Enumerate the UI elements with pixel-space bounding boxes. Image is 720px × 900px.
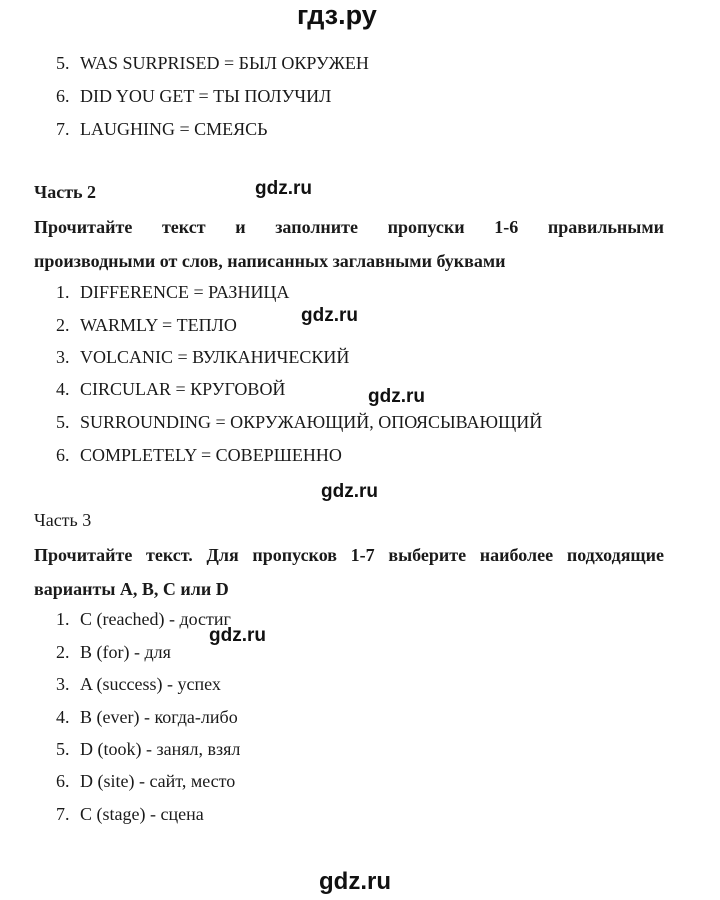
item-number: 6. bbox=[56, 445, 70, 465]
list-item bbox=[56, 85, 331, 107]
item-number: 7. bbox=[56, 119, 70, 139]
list-item bbox=[56, 738, 240, 760]
watermark: gdz.ru bbox=[301, 305, 358, 326]
list-item bbox=[56, 346, 349, 368]
site-watermark-header: гдз.ру bbox=[297, 0, 377, 30]
item-number: 1. bbox=[56, 282, 70, 302]
item-text: COMPLETELY = СОВЕРШЕННО bbox=[80, 445, 342, 465]
item-text: WARMLY = ТЕПЛО bbox=[80, 315, 237, 335]
section-title-part-2: Часть 2 bbox=[34, 182, 97, 202]
watermark: gdz.ru bbox=[368, 386, 425, 407]
item-number: 6. bbox=[56, 771, 70, 791]
list-item bbox=[56, 378, 285, 400]
item-number: 5. bbox=[56, 53, 70, 73]
list-item bbox=[56, 706, 238, 728]
list-item bbox=[56, 444, 342, 466]
item-text: VOLCANIC = ВУЛКАНИЧЕСКИЙ bbox=[80, 347, 350, 367]
item-number: 2. bbox=[56, 642, 70, 662]
item-number: 4. bbox=[56, 707, 70, 727]
list-item bbox=[56, 803, 204, 825]
item-text: D (site) - сайт, место bbox=[80, 771, 236, 791]
task-line: производными от слов, написанных заглавными буквами bbox=[34, 251, 506, 271]
item-number: 6. bbox=[56, 86, 70, 106]
item-text: WAS SURPRISED = БЫЛ ОКРУЖЕН bbox=[80, 53, 369, 73]
item-text: B (for) - для bbox=[80, 642, 171, 662]
item-number: 5. bbox=[56, 739, 70, 759]
item-number: 4. bbox=[56, 379, 70, 399]
item-text: D (took) - занял, взял bbox=[80, 739, 241, 759]
list-item bbox=[56, 118, 268, 140]
item-text: C (reached) - достиг bbox=[80, 609, 231, 629]
item-number: 3. bbox=[56, 674, 70, 694]
item-text: A (success) - успех bbox=[80, 674, 221, 694]
item-number: 2. bbox=[56, 315, 70, 335]
item-text: DID YOU GET = ТЫ ПОЛУЧИЛ bbox=[80, 86, 332, 106]
section-title-part-3: Часть 3 bbox=[34, 510, 92, 530]
list-item bbox=[56, 52, 369, 74]
item-number: 5. bbox=[56, 412, 70, 432]
watermark: gdz.ru bbox=[321, 481, 378, 502]
task-instructions-part-2 bbox=[34, 210, 664, 278]
site-watermark-footer: gdz.ru bbox=[319, 868, 391, 895]
item-number: 3. bbox=[56, 347, 70, 367]
item-text: CIRCULAR = КРУГОВОЙ bbox=[80, 379, 286, 399]
task-instructions-part-3 bbox=[34, 538, 664, 606]
list-item bbox=[56, 411, 542, 433]
item-number: 1. bbox=[56, 609, 70, 629]
list-item bbox=[56, 608, 231, 630]
item-text: C (stage) - сцена bbox=[80, 804, 204, 824]
item-text: LAUGHING = СМЕЯСЬ bbox=[80, 119, 268, 139]
item-number: 7. bbox=[56, 804, 70, 824]
task-line: варианты A, B, C или D bbox=[34, 579, 229, 599]
list-item bbox=[56, 673, 221, 695]
list-item bbox=[56, 641, 171, 663]
watermark: gdz.ru bbox=[255, 178, 312, 199]
task-line: Прочитайте текст и заполните пропуски 1-6 правильными bbox=[34, 217, 664, 237]
item-text: SURROUNDING = ОКРУЖАЮЩИЙ, ОПОЯСЫВАЮЩИЙ bbox=[80, 412, 543, 432]
watermark: gdz.ru bbox=[209, 625, 266, 646]
item-text: B (ever) - когда-либо bbox=[80, 707, 238, 727]
item-text: DIFFERENCE = РАЗНИЦА bbox=[80, 282, 290, 302]
list-item bbox=[56, 314, 237, 336]
list-item bbox=[56, 770, 235, 792]
task-line: Прочитайте текст. Для пропусков 1-7 выберите наиболее подходящие bbox=[34, 545, 664, 565]
list-item bbox=[56, 281, 289, 303]
